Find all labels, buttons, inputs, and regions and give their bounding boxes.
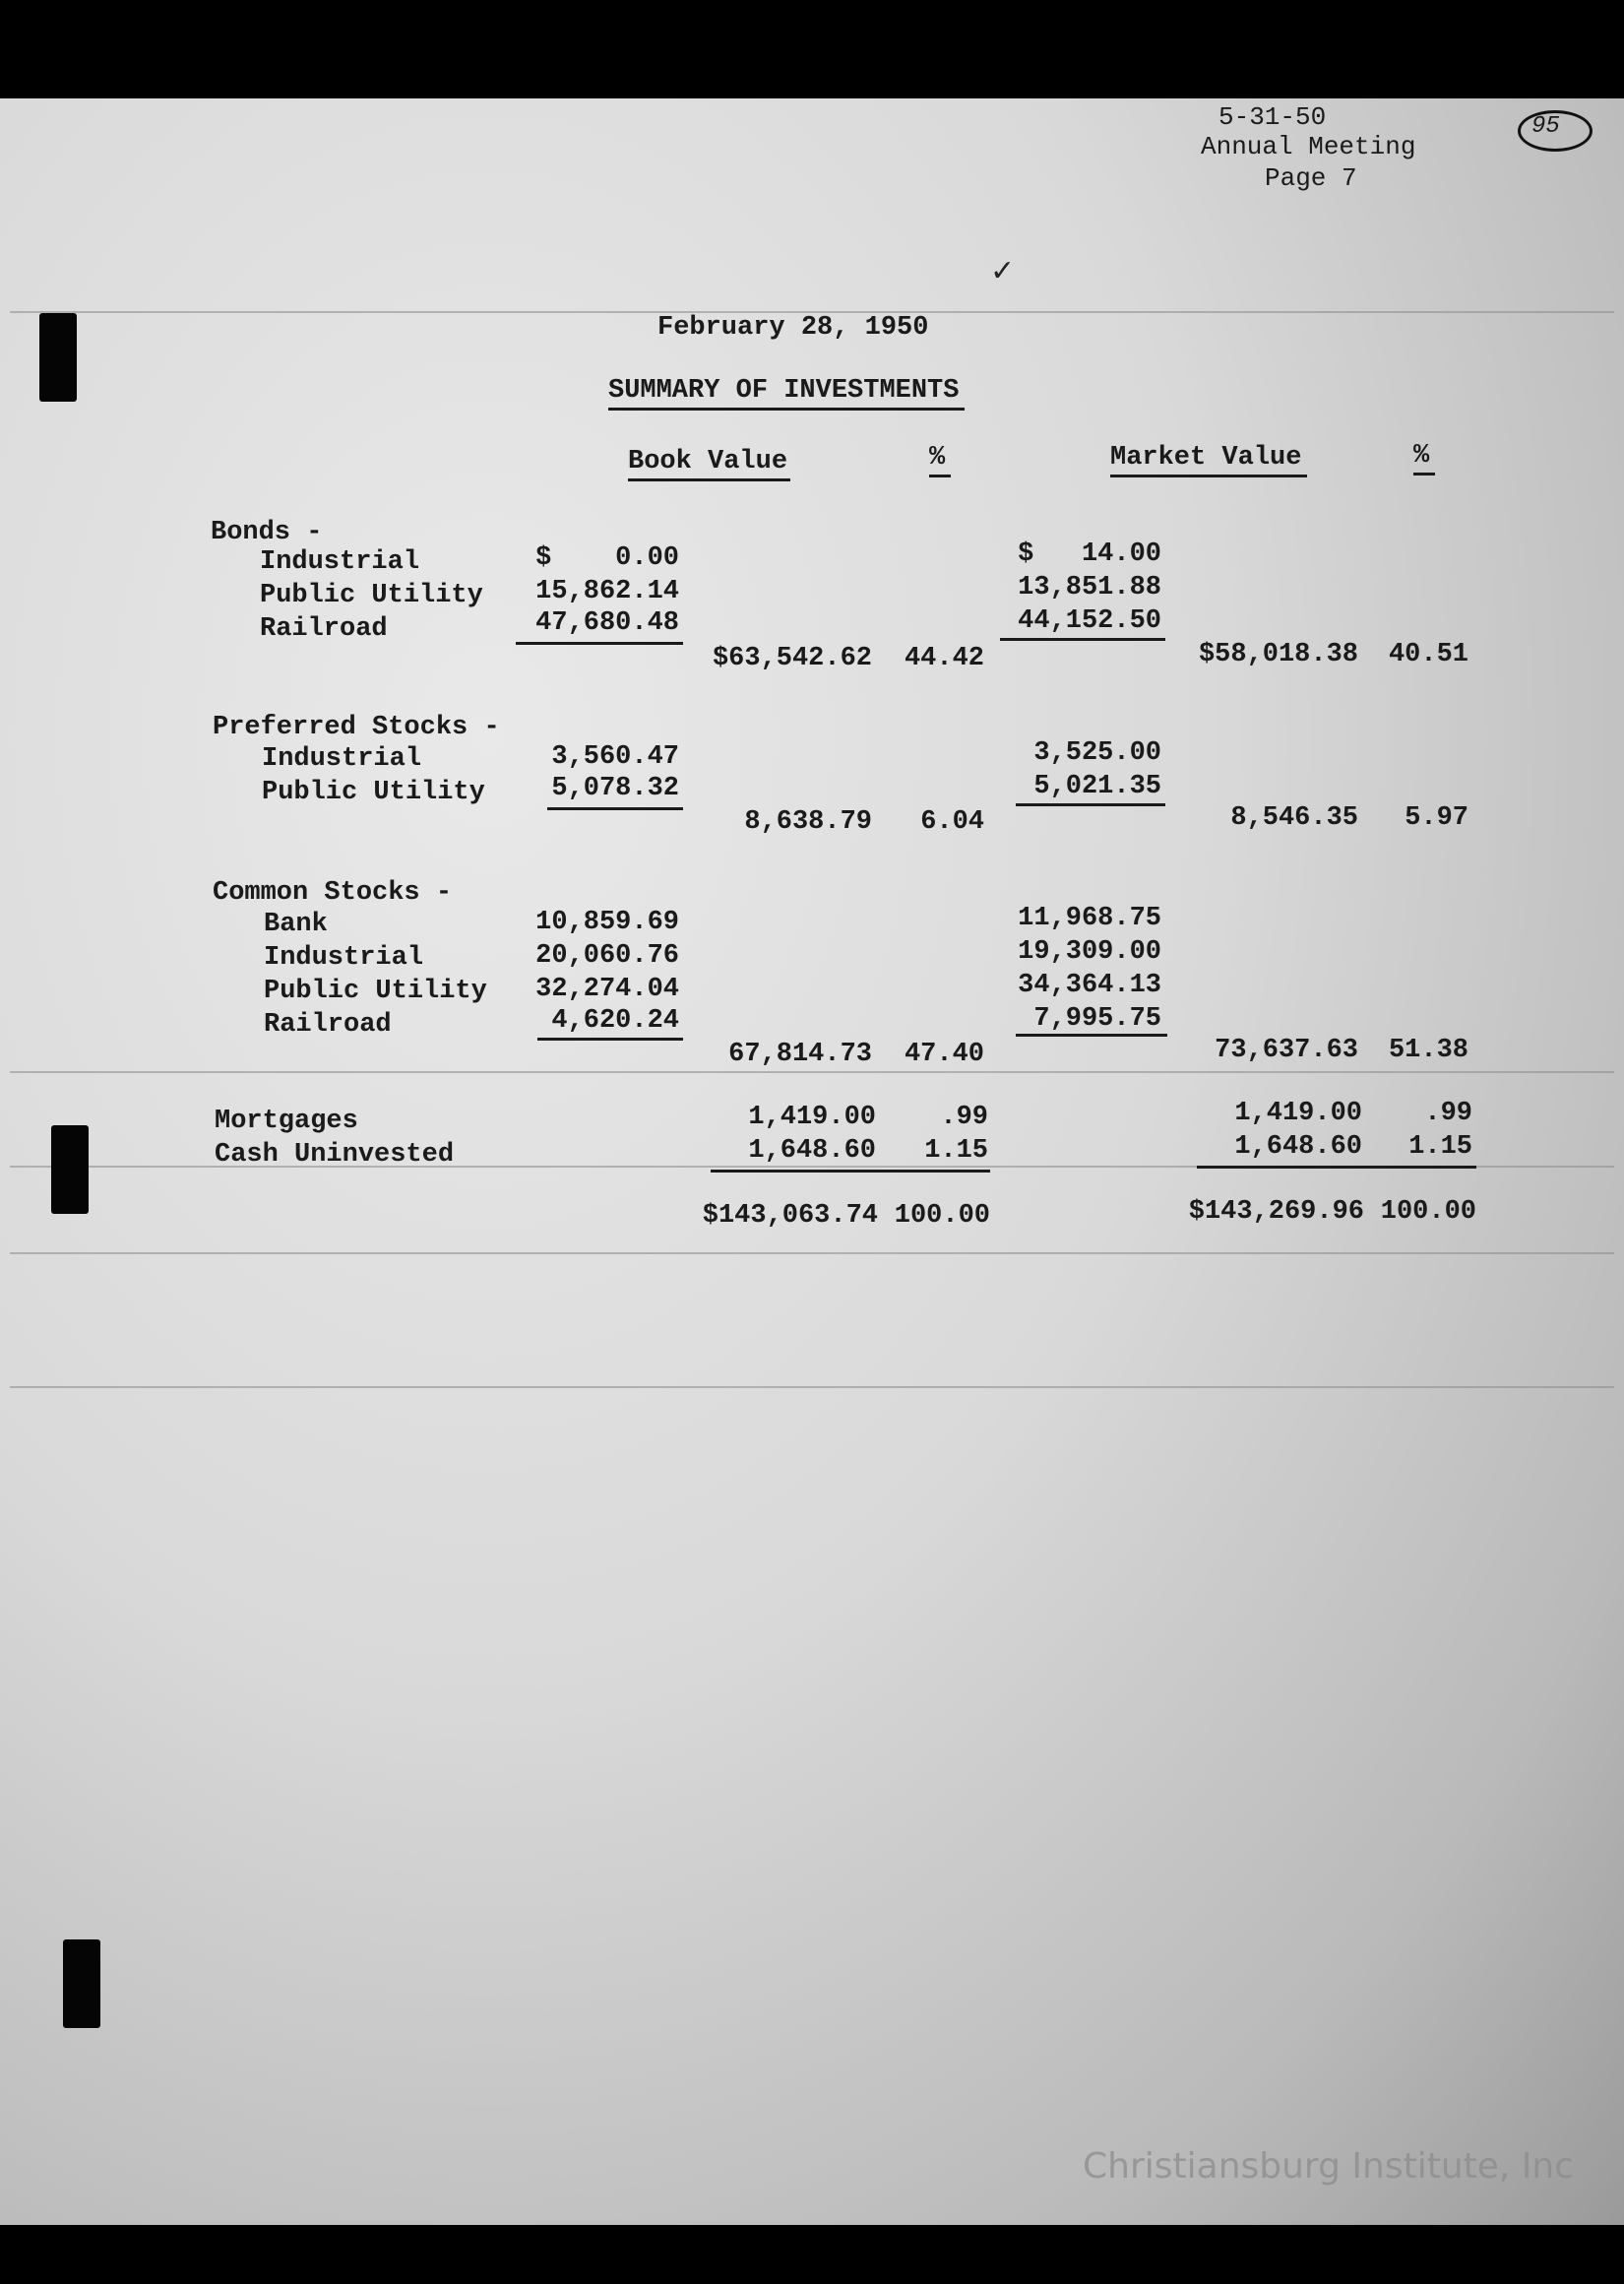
rule-line <box>10 1386 1614 1388</box>
book-value: 4,620.24 <box>551 1006 679 1036</box>
rule-line <box>10 1071 1614 1073</box>
subtotal-rule <box>547 807 683 810</box>
market-subtotal: $58,018.38 <box>1198 640 1358 669</box>
punch-hole <box>39 313 77 402</box>
header-page: Page 7 <box>1265 163 1357 193</box>
market-pct: 40.51 <box>1388 640 1468 669</box>
col-underline <box>628 478 790 481</box>
row-label: Public Utility <box>260 581 483 610</box>
watermark: Christiansburg Institute, Inc <box>1083 2146 1575 2187</box>
section-label-preferred: Preferred Stocks - <box>213 713 500 742</box>
col-book-value: Book Value <box>628 447 788 476</box>
row-label-mortgages: Mortgages <box>215 1107 358 1136</box>
book-value: 15,862.14 <box>535 577 679 606</box>
market-pct: .99 <box>1424 1099 1472 1128</box>
section-label-bonds: Bonds - <box>211 518 323 547</box>
book-value: 10,859.69 <box>535 908 679 937</box>
market-pct: 1.15 <box>1408 1132 1472 1162</box>
book-pct: .99 <box>940 1103 988 1132</box>
market-pct: 5.97 <box>1405 803 1468 833</box>
market-grand-total: $143,269.96 <box>1188 1197 1364 1227</box>
row-label: Railroad <box>260 614 388 644</box>
market-value: 34,364.13 <box>1018 971 1161 1000</box>
subtotal-rule <box>516 642 683 645</box>
row-label: Public Utility <box>264 977 487 1006</box>
total-rule <box>1197 1166 1476 1169</box>
market-value: 13,851.88 <box>1018 573 1161 603</box>
col-market-pct: % <box>1413 441 1430 471</box>
row-label-cash: Cash Uninvested <box>215 1140 455 1170</box>
book-value: 5,078.32 <box>551 774 679 803</box>
book-value: 32,274.04 <box>535 975 679 1004</box>
market-value: 1,648.60 <box>1234 1132 1362 1162</box>
book-value: 1,419.00 <box>748 1103 876 1132</box>
punch-hole <box>51 1125 89 1214</box>
col-underline <box>1110 475 1307 477</box>
subtotal-rule <box>1016 803 1165 806</box>
book-pct: 47.40 <box>904 1040 984 1069</box>
market-value: 1,419.00 <box>1234 1099 1362 1128</box>
heading-underline <box>608 408 965 411</box>
market-pct: 51.38 <box>1388 1036 1468 1065</box>
subtotal-rule <box>1000 638 1165 641</box>
book-pct: 6.04 <box>920 807 984 837</box>
rule-line <box>10 1252 1614 1254</box>
market-value: 11,968.75 <box>1018 904 1161 933</box>
book-grand-pct: 100.00 <box>894 1201 990 1231</box>
book-subtotal: 8,638.79 <box>744 807 872 837</box>
section-label-common: Common Stocks - <box>213 878 453 908</box>
market-value: 44,152.50 <box>1018 606 1161 636</box>
book-pct: 44.42 <box>904 644 984 673</box>
book-value: 3,560.47 <box>551 742 679 772</box>
book-value: 47,680.48 <box>535 608 679 638</box>
col-book-pct: % <box>929 443 946 473</box>
subtotal-rule <box>537 1038 683 1041</box>
book-value: $ 0.00 <box>535 543 679 573</box>
market-value: $ 14.00 <box>1018 539 1161 569</box>
row-label: Bank <box>264 910 328 939</box>
total-rule <box>711 1170 990 1173</box>
report-heading: SUMMARY OF INVESTMENTS <box>608 376 960 406</box>
row-label: Industrial <box>264 943 424 973</box>
page-number: 95 <box>1531 113 1560 140</box>
check-mark-icon: ✓ <box>990 254 1016 288</box>
header-meeting: Annual Meeting <box>1201 132 1416 161</box>
book-pct: 1.15 <box>924 1136 988 1166</box>
market-grand-pct: 100.00 <box>1380 1197 1476 1227</box>
row-label: Industrial <box>260 547 420 577</box>
header-date-code: 5-31-50 <box>1218 102 1327 132</box>
market-value: 19,309.00 <box>1018 937 1161 967</box>
col-underline <box>1413 473 1435 476</box>
market-value: 7,995.75 <box>1033 1004 1161 1034</box>
book-value: 1,648.60 <box>748 1136 876 1166</box>
market-value: 3,525.00 <box>1033 738 1161 768</box>
row-label: Public Utility <box>262 778 485 807</box>
book-subtotal: 67,814.73 <box>728 1040 872 1069</box>
book-value: 20,060.76 <box>535 941 679 971</box>
punch-hole <box>63 1939 100 2028</box>
document-page <box>0 98 1624 2225</box>
market-subtotal: 8,546.35 <box>1230 803 1358 833</box>
row-label: Railroad <box>264 1010 392 1040</box>
market-subtotal: 73,637.63 <box>1215 1036 1358 1065</box>
book-subtotal: $63,542.62 <box>712 644 872 673</box>
col-market-value: Market Value <box>1110 443 1302 473</box>
market-value: 5,021.35 <box>1033 772 1161 801</box>
subtotal-rule <box>1016 1034 1167 1037</box>
report-date: February 28, 1950 <box>657 313 929 343</box>
row-label: Industrial <box>262 744 422 774</box>
book-grand-total: $143,063.74 <box>702 1201 878 1231</box>
col-underline <box>929 475 951 477</box>
